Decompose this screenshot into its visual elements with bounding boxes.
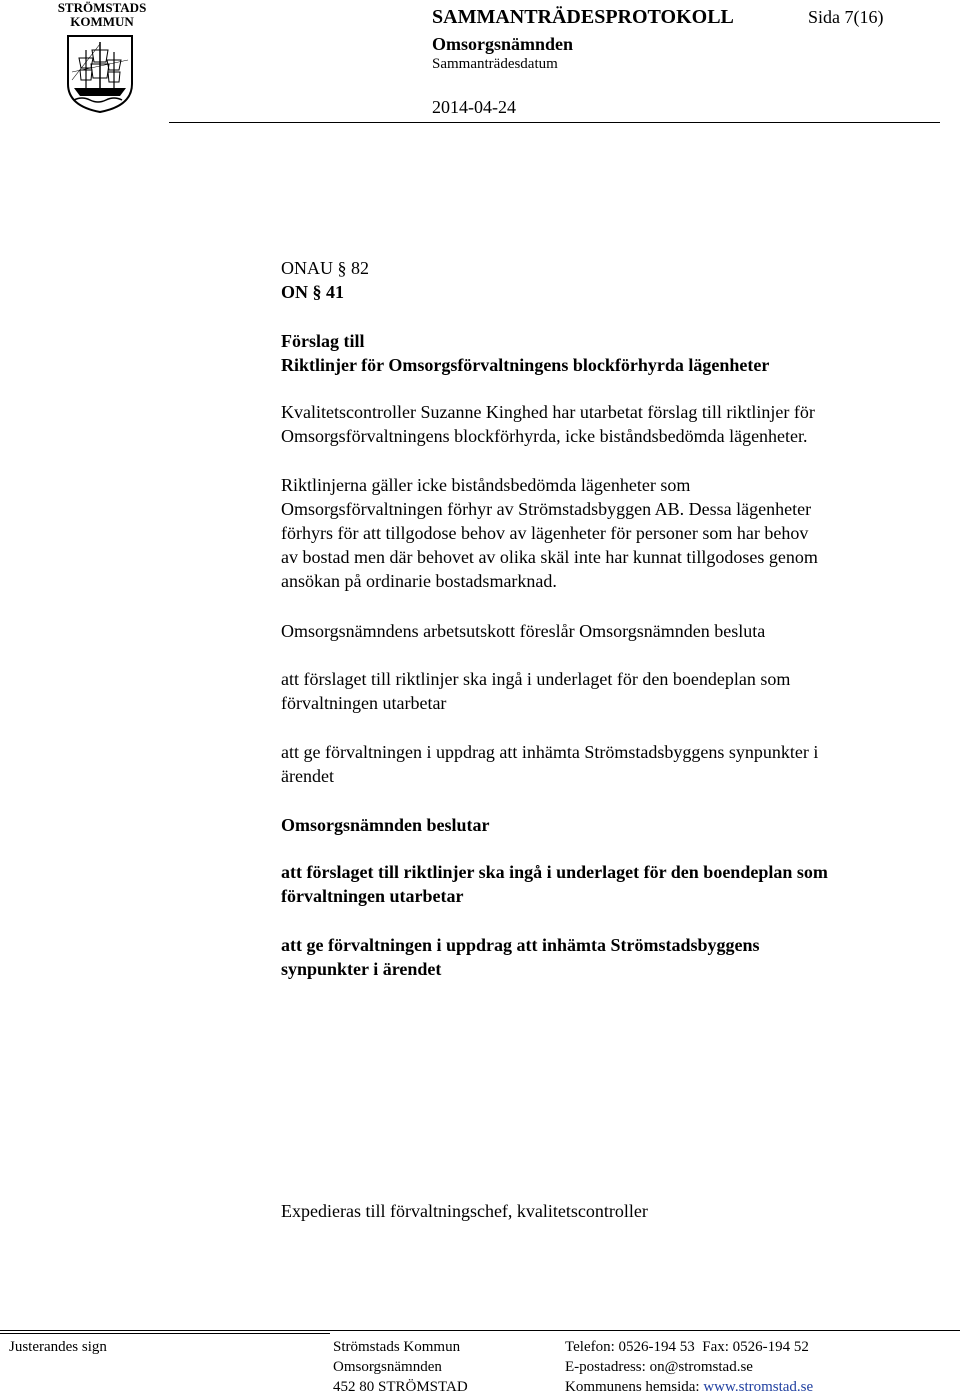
paragraph-background bbox=[281, 400, 931, 448]
paragraph-line: att ge förvaltningen i uppdrag att inhämta Strömstadsbyggens bbox=[281, 935, 760, 955]
paragraph-scope bbox=[281, 473, 931, 593]
logo-name-line2: KOMMUN bbox=[70, 14, 134, 29]
footer-website-label: Kommunens hemsida: bbox=[565, 1379, 704, 1395]
paragraph-line: förvaltningen utarbetar bbox=[281, 693, 447, 713]
header-rule bbox=[169, 122, 940, 123]
paragraph-line: Kvalitetscontroller Suzanne Kinghed har utarbetat förslag till riktlinjer för bbox=[281, 402, 815, 422]
footer-website bbox=[565, 1377, 813, 1397]
footer-org-committee: Omsorgsnämnden bbox=[333, 1359, 442, 1375]
footer-contact-block bbox=[565, 1337, 813, 1397]
case-ref-on: ON § 41 bbox=[281, 282, 344, 302]
decision-item-1 bbox=[281, 860, 931, 908]
paragraph-line: förvaltningen utarbetar bbox=[281, 886, 464, 906]
distribution-note: Expedieras till förvaltningschef, kvalitetscontroller bbox=[281, 1201, 648, 1221]
case-ref-onau: ONAU § 82 bbox=[281, 258, 369, 278]
footer-org-block bbox=[333, 1337, 468, 1397]
document-title: SAMMANTRÄDESPROTOKOLL bbox=[432, 6, 734, 28]
page-number: Sida 7(16) bbox=[808, 7, 884, 27]
paragraph-line: synpunkter i ärendet bbox=[281, 959, 442, 979]
case-heading-line2: Riktlinjer för Omsorgsförvaltningens blockförhyrda lägenheter bbox=[281, 355, 770, 375]
paragraph-line: Riktlinjerna gäller icke biståndsbedömda lägenheter som bbox=[281, 475, 691, 495]
proposal-item-1 bbox=[281, 667, 931, 715]
decision-item-2 bbox=[281, 933, 931, 981]
paragraph-line: Omsorgsförvaltningen förhyr av Strömstadsbyggen AB. Dessa lägenheter bbox=[281, 499, 812, 519]
footer-org-name: Strömstads Kommun bbox=[333, 1339, 461, 1355]
footer-org-address: 452 80 STRÖMSTAD bbox=[333, 1379, 468, 1395]
paragraph-line: att förslaget till riktlinjer ska ingå i underlaget för den boendeplan som bbox=[281, 669, 791, 689]
committee-name: Omsorgsnämnden bbox=[432, 34, 574, 54]
paragraph-line: ärendet bbox=[281, 766, 334, 786]
proposal-intro: Omsorgsnämndens arbetsutskott föreslår Omsorgsnämnden besluta bbox=[281, 621, 766, 641]
paragraph-line: ansökan på ordinarie bostadsmarknad. bbox=[281, 571, 557, 591]
logo-name-line1: STRÖMSTADS bbox=[57, 0, 147, 15]
footer-rule bbox=[0, 1330, 960, 1331]
footer-phone-fax: Telefon: 0526-194 53 Fax: 0526-194 52 bbox=[565, 1339, 809, 1355]
signature-label: Justerandes sign bbox=[9, 1339, 107, 1355]
decision-heading: Omsorgsnämnden beslutar bbox=[281, 815, 490, 835]
paragraph-line: att ge förvaltningen i uppdrag att inhämta Strömstadsbyggens synpunkter i bbox=[281, 742, 819, 762]
meeting-date: 2014-04-24 bbox=[432, 97, 516, 117]
paragraph-line: att förslaget till riktlinjer ska ingå i underlaget för den boendeplan som bbox=[281, 862, 828, 882]
proposal-item-2 bbox=[281, 740, 931, 788]
ship-crest-icon bbox=[64, 32, 136, 114]
paragraph-line: förhyrs för att tillgodose behov av lägenheter för personer som har behov bbox=[281, 523, 809, 543]
website-link[interactable]: www.stromstad.se bbox=[703, 1379, 814, 1395]
footer-email: E-postadress: on@stromstad.se bbox=[565, 1359, 753, 1375]
paragraph-line: Omsorgsförvaltningens blockförhyrda, icke biståndsbedömda lägenheter. bbox=[281, 426, 808, 446]
footer-sign-rule bbox=[0, 1333, 330, 1334]
paragraph-line: av bostad men där behovet av olika skäl inte har kunnat tillgodoses genom bbox=[281, 547, 818, 567]
case-heading-line1: Förslag till bbox=[281, 331, 365, 351]
meeting-date-label: Sammanträdesdatum bbox=[432, 56, 558, 72]
